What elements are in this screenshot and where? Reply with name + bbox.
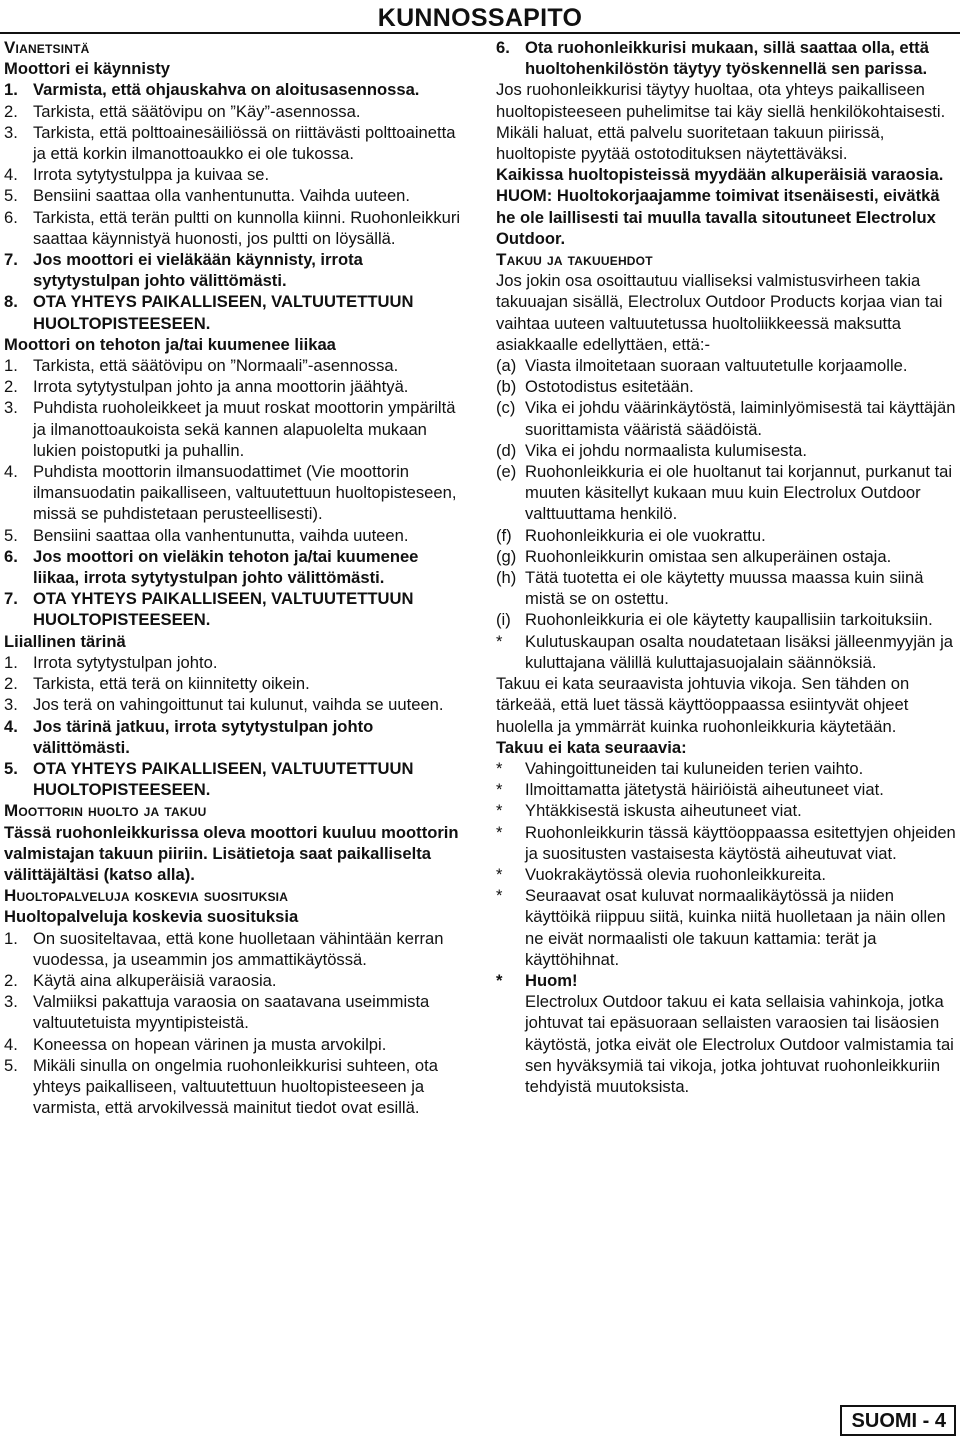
- page-footer-label: SUOMI - 4: [840, 1405, 956, 1436]
- list-item-number: 5.: [4, 186, 18, 206]
- list-item-number: *: [496, 864, 503, 884]
- list-item-text: Tarkista, että säätövipu on ”Normaali”-asennossa.: [33, 356, 399, 376]
- list-item-text: Valmiiksi pakattuja varaosia on saatavana useimmista valtuutetuista myyntipisteistä.: [33, 992, 430, 1033]
- paragraph: Jos jokin osa osoittautuu vialliseksi valmistusvirheen takia takuuajan sisällä, Electrolux Outdoor Products korjaa vian tai vaihtaa uuteen valtuutetussa huoltoliikkeessä maksutta asiakkaalle edellyttäen, että:-: [496, 271, 943, 354]
- list-item: [4, 546, 466, 588]
- list-item-text: Vika ei johdu väärinkäytöstä, laiminlyömisestä tai käyttäjän suorittamista vääristä säädöistä.: [525, 398, 956, 439]
- list-item-number: (g): [496, 546, 517, 566]
- list-item-text: OTA YHTEYS PAIKALLISEEN, VALTUUTETTUUN HUOLTOPISTEESEEN.: [33, 589, 414, 630]
- list-item-text: Jos terä on vahingoittunut tai kulunut, vaihda se uuteen.: [33, 695, 444, 715]
- list-item: [496, 779, 956, 800]
- list-item: [4, 79, 466, 100]
- list-item-text: On suositeltavaa, että kone huolletaan vähintään kerran vuodessa, ja useammin jos ammattikäytössä.: [33, 928, 444, 969]
- list-item-text: Puhdista moottorin ilmansuodattimet (Vie moottorin ilmansuodatin paikalliseen, valtuutettuun huoltopisteseen, missä se puhdistetaan perusteellisesti).: [33, 462, 457, 524]
- title-divider: [0, 32, 960, 34]
- list-item-number: 3.: [4, 992, 18, 1012]
- list-item: [4, 164, 466, 185]
- list-item: [496, 758, 956, 779]
- list-item-number: 2.: [4, 674, 18, 694]
- list-item: [496, 397, 956, 439]
- paragraph: Jos ruohonleikkurisi täytyy huoltaa, ota yhteys paikalliseen huoltopisteeseen puhelimitse tai käy siellä henkilökohtaisesti. Mikäli haluat, että palvelu suoritetaan takuun piirissä, huoltopiste pyytää ostotodituksen näytettäväksi.: [496, 80, 946, 164]
- list-item-number: 1.: [4, 928, 18, 948]
- list-item-text: Ruohonleikkuria ei ole käytetty kaupallisiin tarkoituksiin.: [525, 610, 933, 630]
- list-item: [496, 864, 956, 885]
- section-heading: Vianetsintä: [4, 38, 90, 57]
- list-item-number: 3.: [4, 122, 18, 142]
- list-item-text: Jos moottori on vieläkin tehoton ja/tai kuumenee liikaa, irrota sytytystulpan johto välittömästi.: [33, 546, 419, 588]
- list-item: [4, 122, 466, 164]
- list-item-number: 2.: [4, 377, 18, 397]
- list-item: [4, 249, 466, 291]
- right-column: [496, 37, 956, 1097]
- list-item-number: 4.: [4, 716, 18, 736]
- list-item-number: (c): [496, 398, 516, 418]
- subsection-heading: Huoltopalveluja koskevia suosituksia: [4, 907, 299, 927]
- list-item-text: Ruohonleikkurin tässä käyttöoppaassa esitettyjen ohjeiden ja suositusten vastaisesta käytöstä aiheutuvat viat.: [525, 822, 956, 863]
- list-item-text: Mikäli sinulla on ongelmia ruohonleikkurisi suhteen, ota yhteys paikalliseen, valtuutettuun huoltopisteeseen ja varmista, että arvokilvessä mainitut tiedot ovat esillä.: [33, 1055, 438, 1118]
- section-heading: Huoltopalveluja koskevia suosituksia: [4, 886, 289, 906]
- page-title: KUNNOSSAPITO: [377, 4, 583, 32]
- list-item-number: 5.: [4, 525, 18, 545]
- list-item-text: Irrota sytytystulppa ja kuivaa se.: [33, 165, 270, 185]
- list-item-number: 2.: [4, 970, 18, 990]
- list-item-text: Koneessa on hopean värinen ja musta arvokilpi.: [33, 1034, 387, 1054]
- paragraph: Kaikissa huoltopisteissä myydään alkuperäisiä varaosia. HUOM: Huoltokorjaajamme toimivat itsenäisesti, eivätkä he ole laillisesti tai muulla tavalla sitoutuneet Electrolux Outdoor.: [496, 165, 944, 248]
- list-item-number: 7.: [4, 250, 18, 270]
- list-item: [4, 694, 466, 715]
- list-item: [4, 461, 466, 525]
- list-item: [4, 185, 466, 206]
- paragraph: Tässä ruohonleikkurissa oleva moottori kuuluu moottorin valmistajan takuun piiriin. Lisätietoja saat paikalliselta välittäjältäsi (katso alla).: [4, 822, 459, 884]
- list-item-number: *: [496, 631, 503, 651]
- list-item-text: Seuraavat osat kuluvat normaalikäytössä ja niiden käyttöikä riippuu siitä, kuinka niitä huolletaan ja näin ollen ne eivät normaalisti ole takuun kattamia: terät ja käyttöhihnat.: [525, 886, 946, 969]
- list-item-number: (i): [496, 610, 511, 630]
- list-item-number: (a): [496, 356, 517, 376]
- list-item: [496, 800, 956, 821]
- section-heading: Moottorin huolto ja takuu: [4, 801, 207, 821]
- list-item-text: Yhtäkkisestä iskusta aiheutuneet viat.: [525, 801, 802, 821]
- list-item-number: 5.: [4, 758, 18, 778]
- list-item-text: Bensiini saattaa olla vanhentunutta. Vaihda uuteen.: [33, 186, 411, 206]
- list-item-text: Irrota sytytystulpan johto.: [33, 652, 218, 672]
- list-item: [4, 758, 466, 800]
- list-item-number: (d): [496, 440, 517, 460]
- list-item-text: Käytä aina alkuperäisiä varaosia.: [33, 970, 277, 990]
- list-item: [4, 970, 466, 991]
- list-item-text: Ruohonleikkurin omistaa sen alkuperäinen ostaja.: [525, 546, 892, 566]
- list-item-text: OTA YHTEYS PAIKALLISEEN, VALTUUTETTUUN HUOLTOPISTEESEEN.: [33, 758, 414, 800]
- list-item: [496, 355, 956, 376]
- list-item-number: 5.: [4, 1055, 18, 1075]
- list-item-text: Vahingoittuneiden tai kuluneiden terien vaihto.: [525, 758, 864, 778]
- list-item-text: Tarkista, että säätövipu on ”Käy”-asennossa.: [33, 101, 361, 121]
- list-item: [496, 376, 956, 397]
- list-item: [4, 101, 466, 122]
- list-item: [4, 716, 466, 758]
- list-item-number: 4.: [4, 462, 18, 482]
- list-item-text: Kulutuskaupan osalta noudatetaan lisäksi jälleenmyyjän ja kuluttajana välillä kuluttajasuojalain säännöksiä.: [525, 631, 954, 672]
- list-item-text: Tarkista, että terän pultti on kunnolla kiinni. Ruohonleikkuri saattaa käynnistyä huonosti, jos pultti on löysällä.: [33, 207, 461, 248]
- list-item-text: Ruohonleikkuria ei ole vuokrattu.: [525, 525, 766, 545]
- list-item: [496, 631, 956, 673]
- list-item: [496, 609, 956, 630]
- list-item-number: 1.: [4, 80, 18, 100]
- list-item: [496, 822, 956, 864]
- list-item-number: *: [496, 886, 503, 906]
- list-item-number: 4.: [4, 165, 18, 185]
- list-item-number: 1.: [4, 356, 18, 376]
- list-item-number: 7.: [4, 589, 18, 609]
- list-item-number: *: [496, 758, 503, 778]
- list-item: [4, 397, 466, 461]
- list-item-number: 6.: [496, 38, 510, 57]
- list-item: [4, 1055, 466, 1119]
- left-column: [4, 37, 466, 1118]
- list-item-number: *: [496, 970, 503, 990]
- list-item: [496, 440, 956, 461]
- list-item-number: 6.: [4, 546, 18, 566]
- list-item-number: 1.: [4, 652, 18, 672]
- subsection-heading: Moottori on tehoton ja/tai kuumenee liikaa: [4, 334, 336, 354]
- list-item-text: Jos moottori ei vieläkään käynnisty, irrota sytytystulpan johto välittömästi.: [33, 250, 363, 291]
- paragraph: Electrolux Outdoor takuu ei kata sellaisia vahinkoja, jotka johtuvat tai epäsuoraan sellaisten varaosien tai lisäosien käytöstä, jotka eivät ole Electrolux Outdoor valmistamia tai sen hyväksymiä tai vikoja, jotka johtuvat ruohonleikkuriin tehdyistä muutoksista.: [525, 992, 954, 1096]
- list-item: [496, 546, 956, 567]
- subsection-heading: Liiallinen tärinä: [4, 631, 126, 651]
- list-item: [496, 37, 956, 79]
- list-item-number: 2.: [4, 101, 18, 121]
- list-item-text: Vuokrakäytössä olevia ruohonleikkureita.: [525, 864, 827, 884]
- list-item-text: Puhdista ruoholeikkeet ja muut roskat moottorin ympäriltä ja ilmanottoaukoista sekä kannen alapuolelta mukaan lukien poistoputki ja puhallin.: [33, 398, 456, 460]
- list-item: [496, 885, 956, 970]
- list-item-number: *: [496, 822, 503, 842]
- list-item: [4, 1034, 466, 1055]
- list-item: [4, 588, 466, 630]
- list-item-text: Jos tärinä jatkuu, irrota sytytystulpan johto välittömästi.: [33, 716, 374, 757]
- list-item-text: OTA YHTEYS PAIKALLISEEN, VALTUUTETTUUN HUOLTOPISTEESEEN.: [33, 292, 414, 333]
- list-item-text: Tarkista, että terä on kiinnitetty oikein.: [33, 674, 310, 694]
- list-item-text: Irrota sytytystulpan johto ja anna moottorin jäähtyä.: [33, 377, 409, 397]
- list-item-number: *: [496, 780, 503, 800]
- list-item-text: Viasta ilmoitetaan suoraan valtuutetulle korjaamolle.: [525, 356, 908, 376]
- list-item: [496, 461, 956, 525]
- subsection-heading: Moottori ei käynnisty: [4, 59, 170, 79]
- list-item-text: Varmista, että ohjauskahva on aloitusasennossa.: [33, 80, 420, 100]
- paragraph: Takuu ei kata seuraavista johtuvia vikoja. Sen tähden on tärkeää, että luet tässä käyttöoppaassa esiintyvät ohjeet huolella ja ymmärrät kuinka ruohonleikkuria käytetään.: [496, 674, 910, 736]
- list-item-text: Tätä tuotetta ei ole käytetty muussa maassa kuin siinä mistä se on ostettu.: [525, 568, 924, 609]
- list-item-number: 6.: [4, 207, 18, 227]
- list-item: [4, 928, 466, 970]
- list-item-text: Huom!: [525, 970, 578, 990]
- list-item: [4, 207, 466, 249]
- list-item-number: (e): [496, 462, 517, 482]
- list-item-number: 3.: [4, 398, 18, 418]
- list-item: [4, 291, 466, 333]
- list-item-text: Tarkista, että polttoainesäiliössä on riittävästi polttoainetta ja että korkin ilmanottoaukko ei ole tukossa.: [33, 122, 456, 164]
- section-heading: Takuu ja takuuehdot: [496, 250, 653, 270]
- list-item-text: Ota ruohonleikkurisi mukaan, sillä saattaa olla, että huoltohenkilöstön täytyy työskennellä sen parissa.: [525, 38, 929, 79]
- list-item: [4, 673, 466, 694]
- list-item: [4, 991, 466, 1033]
- list-item-number: (b): [496, 377, 517, 397]
- list-item-text: Bensiini saattaa olla vanhentunutta, vaihda uuteen.: [33, 525, 409, 545]
- list-item: [496, 970, 956, 991]
- list-item-number: (h): [496, 568, 517, 588]
- list-item-text: Vika ei johdu normaalista kulumisesta.: [525, 440, 807, 460]
- list-item: [496, 567, 956, 609]
- list-item: [4, 652, 466, 673]
- list-item-text: Ilmoittamatta jätetystä häiriöistä aiheutuneet viat.: [525, 780, 884, 800]
- list-item-number: (f): [496, 525, 512, 545]
- list-item-number: 8.: [4, 292, 18, 312]
- list-item: [4, 355, 466, 376]
- list-item: [496, 525, 956, 546]
- list-item-text: Ruohonleikkuria ei ole huoltanut tai korjannut, purkanut tai muuten käsitellyt kukaan muu kuin Electrolux Outdoor valttuuttama henkilö.: [525, 462, 953, 524]
- list-item: [4, 376, 466, 397]
- list-item-number: *: [496, 801, 503, 821]
- list-item-number: 4.: [4, 1034, 18, 1054]
- list-item: [4, 525, 466, 546]
- list-item-text: Ostotodistus esitetään.: [525, 377, 694, 397]
- subsection-heading: Takuu ei kata seuraavia:: [496, 737, 687, 757]
- list-item-number: 3.: [4, 695, 18, 715]
